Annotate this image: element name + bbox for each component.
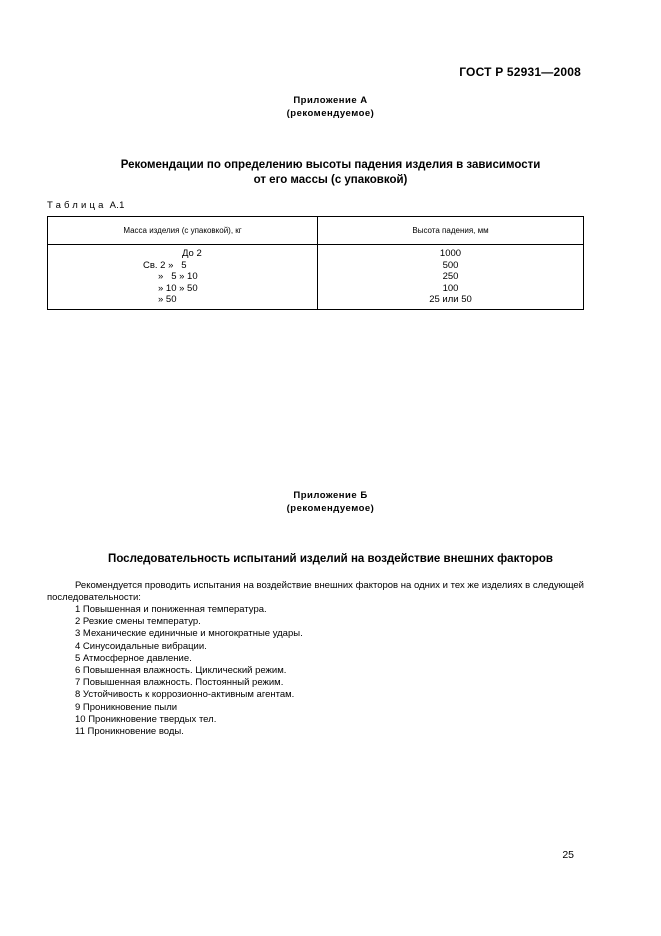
height-value: 25 или 50 — [429, 294, 472, 305]
appendix-b-title: Приложение Б — [293, 490, 368, 501]
mass-value: » 50 — [158, 294, 177, 305]
drop-height-table — [47, 216, 584, 310]
list-item: 7 Повышенная влажность. Постоянный режим. — [75, 677, 284, 689]
mass-cell — [48, 245, 318, 310]
list-item: 8 Устойчивость к коррозионно-активным агентам. — [75, 689, 295, 701]
height-value: 1000 — [439, 248, 462, 259]
table-header-row — [48, 217, 584, 245]
height-value: 100 — [442, 282, 459, 294]
list-item: 1 Повышенная и пониженная температура. — [75, 604, 267, 615]
table-body-row — [48, 245, 584, 310]
test-sequence-list — [75, 604, 303, 738]
list-item: 10 Проникновение твердых тел. — [75, 713, 217, 725]
page-number: 25 — [562, 849, 574, 861]
list-item: 4 Синусоидальные вибрации. — [75, 640, 207, 652]
list-item: 2 Резкие смены температур. — [75, 616, 201, 628]
height-value: 500 — [442, 259, 459, 271]
document-number-header: ГОСТ Р 52931—2008 — [459, 65, 581, 79]
height-cell — [318, 245, 584, 310]
table-caption — [47, 200, 125, 211]
mass-value: Св. 2 » 5 — [143, 259, 187, 271]
list-item: 11 Проникновение воды. — [75, 726, 184, 738]
list-item: 3 Механические единичные и многократные удары. — [75, 628, 303, 640]
appendix-a-title: Приложение А — [293, 95, 368, 106]
mass-value: » 5 » 10 — [158, 271, 198, 282]
appendix-b-subtitle: (рекомендуемое) — [286, 503, 375, 514]
list-item: 5 Атмосферное давление. — [75, 652, 192, 664]
appendix-a-heading-line2: от его массы (с упаковкой) — [253, 174, 408, 186]
table-caption-word: Таблица — [47, 200, 107, 211]
height-value: 250 — [442, 271, 459, 282]
appendix-a-heading-line1: Рекомендации по определению высоты падения изделия в зависимости — [120, 159, 541, 171]
appendix-a-subtitle: (рекомендуемое) — [286, 108, 375, 119]
table-caption-number: А.1 — [109, 200, 125, 211]
column-header-height: Высота падения, мм — [318, 217, 584, 245]
list-item: 9 Проникновение пыли — [75, 701, 178, 713]
list-item: 6 Повышенная влажность. Циклический режим. — [75, 665, 287, 677]
appendix-b-heading: Последовательность испытаний изделий на воздействие внешних факторов — [108, 553, 553, 565]
appendix-b-intro-paragraph: Рекомендуется проводить испытания на воздействие внешних факторов на одних и тех же изделиях в следующей последовательности: — [47, 580, 584, 604]
mass-value: » 10 » 50 — [158, 282, 198, 294]
mass-value: До 2 — [182, 248, 202, 259]
column-header-mass: Масса изделия (с упаковкой), кг — [48, 217, 318, 245]
